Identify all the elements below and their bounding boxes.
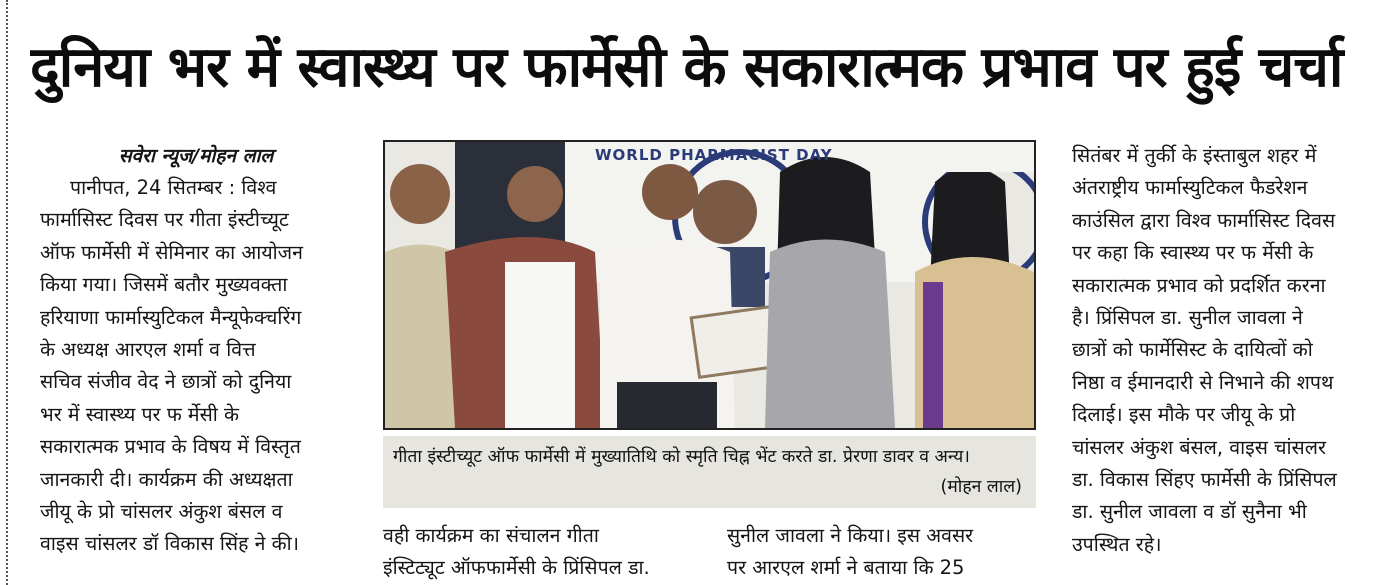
text-line: डा. सुनील जावला व डॉ सुनैना भी bbox=[1072, 500, 1307, 524]
text-line: भर में स्वास्थ्य पर फ र्मेसी के bbox=[40, 402, 240, 426]
text-line: हरियाणा फार्मास्युटिकल मैन्यूफेक्चरिंग bbox=[40, 305, 302, 329]
middle-column-b bbox=[727, 520, 1039, 585]
text-line: उपस्थित रहे। bbox=[1072, 532, 1162, 556]
caption-text: गीता इंस्टीच्यूट ऑफ फार्मेसी में मुख्यातिथि को स्मृति चिह्न भेंट करते डा. प्रेरणा डावर व अन्य। bbox=[393, 447, 970, 467]
text-line: है। प्रिंसिपल डा. सुनील जावला ने bbox=[1072, 306, 1303, 330]
text-line: अंतराष्ट्रीय फार्मास्युटिकल फैडरेशन bbox=[1072, 176, 1308, 200]
text-line: सुनील जावला ने किया। इस अवसर bbox=[727, 524, 974, 547]
text-line: पर आरएल शर्मा ने बताया कि 25 bbox=[727, 556, 965, 580]
text-line: चांसलर अंकुश बंसल, वाइस चांसलर bbox=[1072, 435, 1326, 459]
text-line: दिलाई। इस मौके पर जीयू के प्रो bbox=[1072, 403, 1296, 427]
text-line: जानकारी दी। कार्यक्रम की अध्यक्षता bbox=[40, 467, 293, 491]
event-photo-illustration bbox=[385, 142, 1034, 428]
photo-caption bbox=[383, 436, 1036, 508]
text-line: वही कार्यक्रम का संचालन गीता bbox=[383, 524, 599, 547]
banner-text: WORLD PHARMACIST DAY bbox=[595, 146, 833, 164]
text-line: वाइस चांसलर डॉ विकास सिंह ने की। bbox=[40, 532, 300, 556]
text-line: किया गया। जिसमें बतौर मुख्यवक्ता bbox=[40, 273, 288, 297]
text-line: पर कहा कि स्वास्थ्य पर फ र्मेसी के bbox=[1072, 241, 1314, 265]
text-line: इंस्टिट्यूट ऑफफार्मेसी के प्रिंसिपल डा. bbox=[383, 556, 650, 580]
text-line: काउंसिल द्वारा विश्व फार्मासिस्ट दिवस bbox=[1072, 208, 1336, 232]
text-line: फार्मासिस्ट दिवस पर गीता इंस्टीच्यूट bbox=[40, 208, 289, 232]
text-line: सितंबर में तुर्की के इंस्ताबुल शहर में bbox=[1072, 144, 1317, 167]
text-line: के अध्यक्ष आरएल शर्मा व वित्त bbox=[40, 338, 256, 362]
middle-column-a bbox=[383, 520, 695, 585]
byline: सवेरा न्यूज/मोहन लाल bbox=[118, 145, 274, 167]
right-column bbox=[1072, 140, 1384, 561]
text-line: जीयू के प्रो चांसलर अंकुश बंसल व bbox=[40, 500, 283, 524]
text-line: डा. विकास सिंहए फार्मेसी के प्रिंसिपल bbox=[1072, 468, 1337, 492]
column-divider bbox=[6, 0, 8, 585]
text-line: पानीपत, 24 सितम्बर : विश्व bbox=[70, 176, 277, 199]
event-photo bbox=[383, 140, 1036, 430]
caption-credit: (मोहन लाल) bbox=[940, 477, 1022, 497]
left-column bbox=[40, 140, 352, 561]
text-line: सकारात्मक प्रभाव के विषय में विस्तृत bbox=[40, 435, 301, 459]
text-line: निष्ठा व ईमानदारी से निभाने की शपथ bbox=[1072, 370, 1334, 394]
text-line: ऑफ फार्मेसी में सेमिनार का आयोजन bbox=[40, 240, 303, 264]
text-line: सकारात्मक प्रभाव को प्रदर्शित करना bbox=[1072, 273, 1326, 297]
text-line: सचिव संजीव वेद ने छात्रों को दुनिया bbox=[40, 370, 292, 394]
text-line: छात्रों को फार्मेसिस्ट के दायित्वों को bbox=[1072, 338, 1313, 362]
headline: दुनिया भर में स्वास्थ्य पर फार्मेसी के सकारात्मक प्रभाव पर हुई चर्चा bbox=[30, 35, 1343, 100]
